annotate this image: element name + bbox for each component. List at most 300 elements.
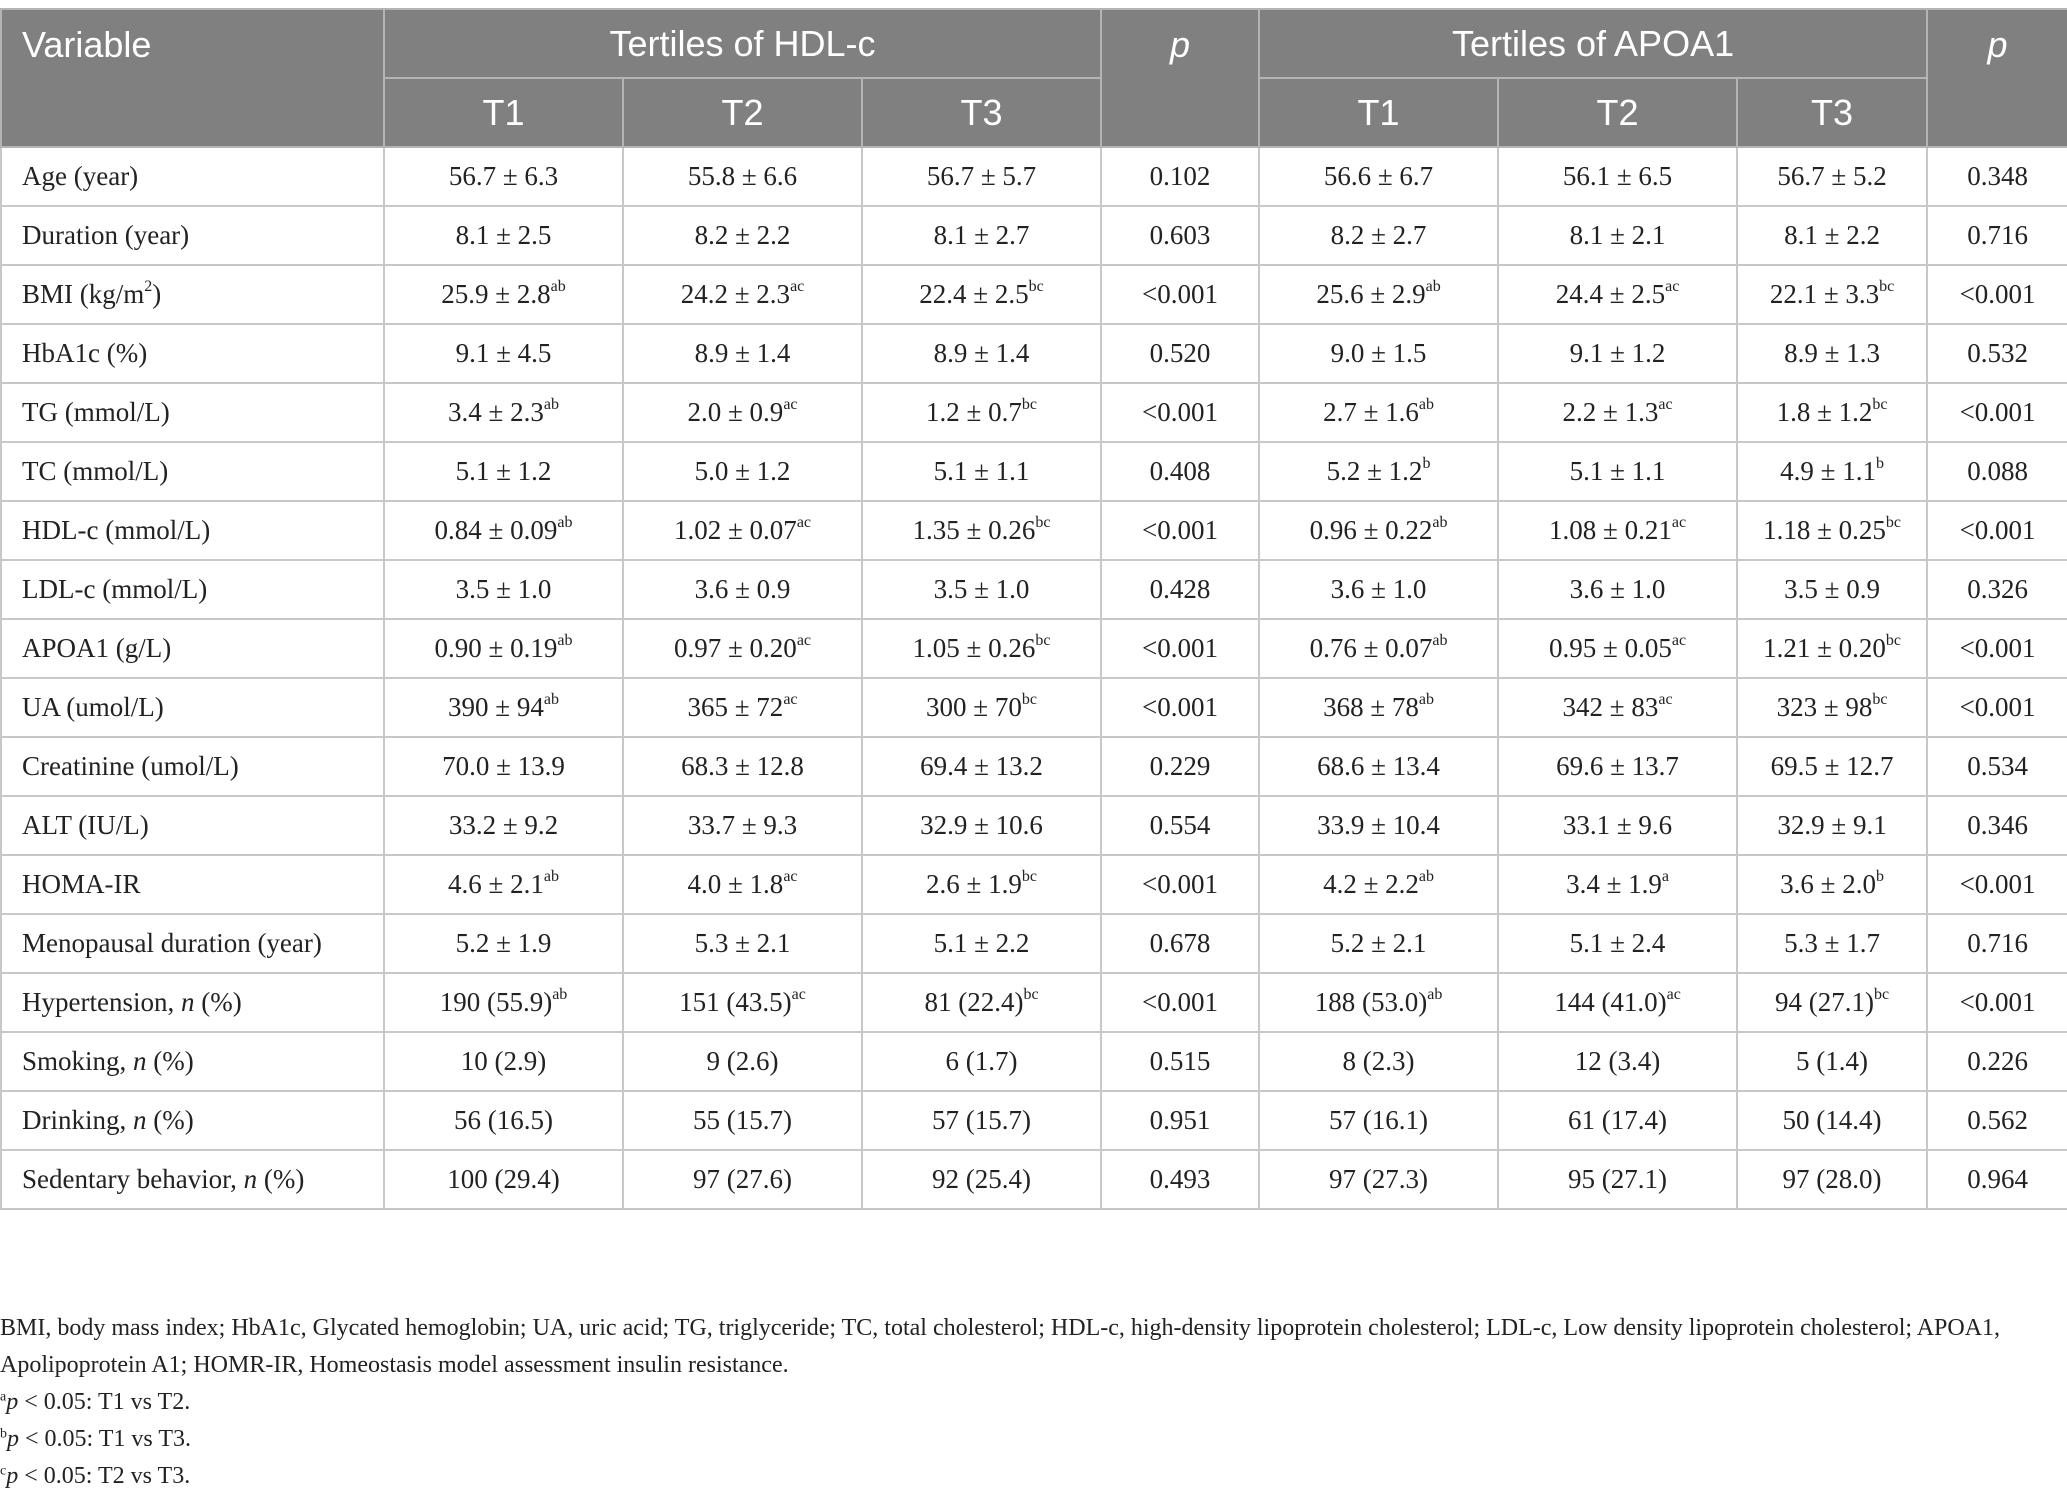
significance-marker: bc: [1872, 396, 1888, 413]
cell-apoa1-t2: [1498, 560, 1737, 619]
header-p-hdl: p: [1101, 9, 1259, 147]
cell-value: 8.9 ± 1.4: [933, 338, 1030, 368]
cell-value: 33.7 ± 9.3: [687, 810, 798, 840]
cell-value: 33.2 ± 9.2: [448, 810, 559, 840]
significance-marker: ab: [1432, 514, 1448, 531]
cell-hdl-t3: [862, 619, 1101, 678]
cell-value: 1.02 ± 0.07: [673, 515, 797, 545]
cell-value: 188 (53.0): [1314, 987, 1428, 1017]
row-label-text: Hypertension,: [22, 987, 181, 1017]
cell-value: 5.1 ± 2.2: [933, 928, 1030, 958]
cell-value: 5.2 ± 1.9: [455, 928, 552, 958]
cell-value: 0.348: [1967, 161, 2028, 191]
cell-hdl-t2: [623, 324, 862, 383]
cell-value: 2.7 ± 1.6: [1323, 397, 1419, 427]
cell-value: 5.1 ± 1.1: [1569, 456, 1666, 486]
cell-value: 22.4 ± 2.5: [919, 279, 1029, 309]
cell-value: <0.001: [1959, 279, 2036, 309]
cell-value: 56 (16.5): [454, 1105, 553, 1135]
cell-hdl-t1: [384, 265, 623, 324]
significance-marker: ac: [1666, 986, 1681, 1003]
cell-hdl-t1: [384, 206, 623, 265]
table-container: [0, 8, 2067, 1210]
cell-value: 4.9 ± 1.1: [1780, 456, 1876, 486]
cell-value: 0.97 ± 0.20: [673, 633, 797, 663]
cell-hdl-p: [1101, 265, 1259, 324]
cell-value: 50 (14.4): [1782, 1105, 1882, 1135]
cell-apoa1-t3: [1737, 796, 1927, 855]
significance-marker: bc: [1885, 514, 1902, 531]
cell-apoa1-t1: [1259, 265, 1498, 324]
row-label-text: TG (mmol/L): [22, 397, 170, 427]
cell-value: 10 (2.9): [460, 1046, 547, 1076]
cell-value: <0.001: [1142, 692, 1219, 722]
table-row: [1, 1150, 2067, 1209]
cell-hdl-t1: [384, 1150, 623, 1209]
cell-value: 56.1 ± 6.5: [1562, 161, 1673, 191]
cell-apoa1-t1: [1259, 855, 1498, 914]
cell-hdl-t2: [623, 265, 862, 324]
cell-value: 95 (27.1): [1568, 1164, 1668, 1194]
cell-apoa1-t2: [1498, 383, 1737, 442]
row-label-suffix: (%): [146, 1046, 194, 1076]
cell-value: 4.0 ± 1.8: [687, 869, 784, 899]
cell-value: 8.1 ± 2.2: [1784, 220, 1880, 250]
cell-value: 61 (17.4): [1568, 1105, 1668, 1135]
row-label-text: HDL-c (mmol/L): [22, 515, 211, 545]
cell-value: 5.3 ± 2.1: [694, 928, 791, 958]
cell-apoa1-p: [1927, 324, 2067, 383]
cell-hdl-t3: [862, 560, 1101, 619]
row-label-text: Menopausal duration (year): [22, 928, 322, 958]
cell-value: 8 (2.3): [1342, 1046, 1415, 1076]
significance-marker: bc: [1873, 986, 1890, 1003]
cell-hdl-p: [1101, 324, 1259, 383]
significance-marker: ab: [1427, 986, 1443, 1003]
cell-value: 5.0 ± 1.2: [694, 456, 791, 486]
row-label-text: HOMA-IR: [22, 869, 141, 899]
cell-value: 323 ± 98: [1776, 692, 1873, 722]
cell-apoa1-t1: [1259, 678, 1498, 737]
cell-apoa1-p: [1927, 678, 2067, 737]
significance-marker: ab: [543, 868, 559, 885]
cell-value: 5.1 ± 1.2: [455, 456, 552, 486]
significance-marker: bc: [1021, 396, 1037, 413]
cell-apoa1-p: [1927, 147, 2067, 206]
cell-value: 1.18 ± 0.25: [1763, 515, 1886, 545]
cell-apoa1-t2: [1498, 678, 1737, 737]
cell-hdl-t2: [623, 383, 862, 442]
footnote-p-symbol: p: [6, 1463, 19, 1489]
row-label: [1, 265, 384, 324]
cell-value: 0.716: [1967, 928, 2028, 958]
row-label: [1, 324, 384, 383]
cell-hdl-t3: [862, 855, 1101, 914]
cell-hdl-t3: [862, 1150, 1101, 1209]
cell-value: <0.001: [1142, 633, 1219, 663]
cell-value: 0.678: [1149, 928, 1211, 958]
significance-marker: ac: [783, 396, 798, 413]
cell-value: 4.2 ± 2.2: [1323, 869, 1419, 899]
cell-hdl-p: [1101, 206, 1259, 265]
cell-hdl-t1: [384, 796, 623, 855]
footnote-significance-list: [0, 1384, 2067, 1495]
table-row: [1, 796, 2067, 855]
cell-apoa1-p: [1927, 737, 2067, 796]
cell-value: 0.408: [1149, 456, 1211, 486]
cell-value: 2.2 ± 1.3: [1562, 397, 1659, 427]
table-row: [1, 1032, 2067, 1091]
cell-apoa1-t3: [1737, 147, 1927, 206]
cell-value: 97 (27.6): [693, 1164, 792, 1194]
cell-apoa1-t3: [1737, 619, 1927, 678]
cell-value: 1.08 ± 0.21: [1549, 515, 1672, 545]
cell-value: 3.5 ± 1.0: [455, 574, 552, 604]
cell-value: 8.2 ± 2.2: [694, 220, 791, 250]
cell-value: 1.8 ± 1.2: [1776, 397, 1873, 427]
cell-value: 3.5 ± 1.0: [933, 574, 1030, 604]
cell-value: 8.1 ± 2.5: [455, 220, 552, 250]
row-label-italic: n: [180, 987, 195, 1017]
significance-marker: ab: [1425, 278, 1441, 295]
cell-hdl-t2: [623, 796, 862, 855]
significance-marker: ab: [1418, 868, 1434, 885]
table-row: [1, 619, 2067, 678]
cell-apoa1-t3: [1737, 560, 1927, 619]
cell-value: 151 (43.5): [679, 987, 792, 1017]
row-label: [1, 678, 384, 737]
row-label-text: Age (year): [22, 161, 139, 191]
cell-value: 0.520: [1149, 338, 1211, 368]
cell-value: 3.6 ± 1.0: [1569, 574, 1666, 604]
cell-hdl-t2: [623, 973, 862, 1032]
cell-apoa1-t1: [1259, 147, 1498, 206]
cell-value: <0.001: [1142, 869, 1219, 899]
cell-hdl-t3: [862, 914, 1101, 973]
significance-marker: bc: [1035, 632, 1051, 649]
table-row: [1, 383, 2067, 442]
cell-value: <0.001: [1959, 397, 2036, 427]
cell-value: <0.001: [1959, 987, 2036, 1017]
cell-apoa1-t2: [1498, 796, 1737, 855]
header-row-groups: [1, 9, 2067, 78]
cell-hdl-t2: [623, 678, 862, 737]
row-label: [1, 1091, 384, 1150]
cell-value: 56.6 ± 6.7: [1323, 161, 1434, 191]
cell-hdl-p: [1101, 678, 1259, 737]
significance-marker: ac: [796, 514, 812, 531]
cell-value: 8.9 ± 1.3: [1784, 338, 1880, 368]
row-label: [1, 855, 384, 914]
row-label: [1, 1150, 384, 1209]
footnote-p-symbol: p: [7, 1426, 19, 1452]
row-label-text: APOA1 (g/L): [22, 633, 172, 663]
table-row: [1, 147, 2067, 206]
cell-value: 25.9 ± 2.8: [441, 279, 551, 309]
cell-hdl-t3: [862, 501, 1101, 560]
cell-value: 100 (29.4): [447, 1164, 560, 1194]
cell-value: 70.0 ± 13.9: [442, 751, 565, 781]
cell-value: 2.6 ± 1.9: [926, 869, 1022, 899]
cell-value: <0.001: [1142, 397, 1219, 427]
cell-value: 3.6 ± 1.0: [1330, 574, 1427, 604]
cell-apoa1-t3: [1737, 973, 1927, 1032]
row-label: [1, 737, 384, 796]
row-label: [1, 973, 384, 1032]
cell-value: 0.90 ± 0.19: [434, 633, 558, 663]
footnote-mark: b: [0, 1426, 7, 1442]
cell-hdl-t2: [623, 1032, 862, 1091]
footnote-significance: [0, 1421, 2067, 1458]
cell-hdl-p: [1101, 560, 1259, 619]
cell-apoa1-t2: [1498, 973, 1737, 1032]
cell-value: 5.2 ± 2.1: [1330, 928, 1427, 958]
cell-hdl-p: [1101, 442, 1259, 501]
cell-value: 1.05 ± 0.26: [912, 633, 1036, 663]
cell-apoa1-t3: [1737, 855, 1927, 914]
row-label-suffix: (%): [257, 1164, 305, 1194]
cell-hdl-p: [1101, 1091, 1259, 1150]
cell-value: 32.9 ± 10.6: [920, 810, 1043, 840]
cell-value: 9 (2.6): [706, 1046, 779, 1076]
significance-marker: ac: [1658, 691, 1673, 708]
cell-hdl-p: [1101, 147, 1259, 206]
cell-value: 25.6 ± 2.9: [1316, 279, 1426, 309]
data-table: [0, 8, 2067, 1210]
cell-hdl-p: [1101, 855, 1259, 914]
header-group-apoa1: Tertiles of APOA1: [1259, 9, 1927, 78]
table-row: [1, 206, 2067, 265]
cell-value: <0.001: [1142, 515, 1219, 545]
footnote-text: < 0.05: T1 vs T3.: [19, 1426, 191, 1452]
cell-value: 24.2 ± 2.3: [680, 279, 791, 309]
cell-apoa1-t3: [1737, 1150, 1927, 1209]
cell-value: 33.1 ± 9.6: [1562, 810, 1673, 840]
cell-apoa1-t1: [1259, 796, 1498, 855]
row-label-italic: n: [243, 1164, 258, 1194]
cell-apoa1-t1: [1259, 1032, 1498, 1091]
cell-value: 0.088: [1967, 456, 2028, 486]
table-row: [1, 442, 2067, 501]
cell-apoa1-p: [1927, 383, 2067, 442]
cell-hdl-p: [1101, 501, 1259, 560]
significance-marker: b: [1875, 455, 1884, 472]
cell-value: 55 (15.7): [693, 1105, 792, 1135]
cell-value: 12 (3.4): [1574, 1046, 1661, 1076]
table-row: [1, 973, 2067, 1032]
significance-marker: bc: [1021, 868, 1037, 885]
cell-value: 3.4 ± 1.9: [1566, 869, 1662, 899]
row-label: [1, 442, 384, 501]
cell-apoa1-t1: [1259, 324, 1498, 383]
row-label: [1, 383, 384, 442]
row-label-text: ALT (IU/L): [22, 810, 149, 840]
significance-marker: ac: [791, 986, 806, 1003]
significance-marker: bc: [1023, 986, 1039, 1003]
cell-value: 0.346: [1967, 810, 2028, 840]
cell-apoa1-t3: [1737, 501, 1927, 560]
header-hdl-t1: T1: [384, 78, 623, 147]
row-label-italic: n: [133, 1046, 147, 1076]
cell-apoa1-t2: [1498, 206, 1737, 265]
cell-hdl-t1: [384, 383, 623, 442]
cell-hdl-p: [1101, 914, 1259, 973]
significance-marker: ab: [557, 514, 573, 531]
cell-apoa1-t3: [1737, 678, 1927, 737]
cell-apoa1-t2: [1498, 737, 1737, 796]
cell-apoa1-p: [1927, 1091, 2067, 1150]
significance-marker: bc: [1872, 691, 1888, 708]
cell-apoa1-t1: [1259, 560, 1498, 619]
cell-apoa1-t3: [1737, 206, 1927, 265]
significance-marker: ab: [543, 691, 559, 708]
cell-hdl-t3: [862, 383, 1101, 442]
cell-hdl-t3: [862, 1091, 1101, 1150]
cell-value: 1.21 ± 0.20: [1763, 633, 1886, 663]
cell-apoa1-t2: [1498, 855, 1737, 914]
cell-apoa1-t3: [1737, 324, 1927, 383]
cell-hdl-t3: [862, 737, 1101, 796]
cell-apoa1-t1: [1259, 619, 1498, 678]
cell-hdl-t2: [623, 560, 862, 619]
cell-value: 1.2 ± 0.7: [926, 397, 1022, 427]
cell-value: 69.6 ± 13.7: [1556, 751, 1679, 781]
row-label: [1, 560, 384, 619]
cell-apoa1-t2: [1498, 265, 1737, 324]
cell-hdl-t1: [384, 914, 623, 973]
cell-hdl-p: [1101, 383, 1259, 442]
cell-hdl-t3: [862, 147, 1101, 206]
cell-apoa1-p: [1927, 796, 2067, 855]
cell-hdl-t2: [623, 501, 862, 560]
cell-apoa1-p: [1927, 560, 2067, 619]
significance-marker: bc: [1885, 632, 1902, 649]
significance-marker: ac: [1665, 278, 1680, 295]
significance-marker: ab: [552, 986, 568, 1003]
cell-value: 0.326: [1967, 574, 2028, 604]
row-label-text: TC (mmol/L): [22, 456, 169, 486]
cell-value: 57 (15.7): [932, 1105, 1031, 1135]
cell-value: 32.9 ± 9.1: [1777, 810, 1887, 840]
cell-hdl-p: [1101, 796, 1259, 855]
cell-apoa1-t3: [1737, 442, 1927, 501]
table-row: [1, 324, 2067, 383]
cell-hdl-p: [1101, 973, 1259, 1032]
cell-apoa1-t2: [1498, 1091, 1737, 1150]
significance-marker: ab: [1432, 632, 1448, 649]
header-group-hdl: Tertiles of HDL-c: [384, 9, 1101, 78]
significance-marker: bc: [1879, 278, 1895, 295]
cell-value: <0.001: [1142, 987, 1219, 1017]
row-label-italic: n: [133, 1105, 147, 1135]
row-label: [1, 1032, 384, 1091]
cell-value: 3.6 ± 0.9: [694, 574, 791, 604]
footnote-mark: a: [0, 1389, 7, 1405]
footnote-abbreviations: BMI, body mass index; HbA1c, Glycated hemoglobin; UA, uric acid; TG, triglyceride; TC, total cholesterol; HDL-c, high-density lipoprotein cholesterol; LDL-c, Low density lipoprotein cholesterol; APOA1, Apolipoprotein A1; HOMR-IR, Homeostasis model assessment insulin resistance.: [0, 1315, 2001, 1378]
cell-value: 8.1 ± 2.7: [933, 220, 1030, 250]
cell-value: 9.1 ± 4.5: [455, 338, 552, 368]
cell-apoa1-t2: [1498, 324, 1737, 383]
cell-apoa1-t1: [1259, 914, 1498, 973]
cell-value: 300 ± 70: [926, 692, 1022, 722]
header-apoa1-t2: T2: [1498, 78, 1737, 147]
significance-marker: bc: [1028, 278, 1044, 295]
cell-value: 5.2 ± 1.2: [1326, 456, 1423, 486]
header-hdl-t2: T2: [623, 78, 862, 147]
cell-apoa1-t1: [1259, 1150, 1498, 1209]
cell-value: 94 (27.1): [1775, 987, 1874, 1017]
cell-value: 0.226: [1967, 1046, 2028, 1076]
cell-value: 6 (1.7): [945, 1046, 1018, 1076]
cell-value: 3.6 ± 2.0: [1780, 869, 1876, 899]
footnote-significance: [0, 1458, 2067, 1495]
cell-value: 0.229: [1149, 751, 1211, 781]
significance-marker: ab: [543, 396, 559, 413]
cell-hdl-t3: [862, 324, 1101, 383]
cell-apoa1-t3: [1737, 1032, 1927, 1091]
cell-hdl-t1: [384, 442, 623, 501]
header-variable: Variable: [1, 9, 384, 147]
significance-marker: ab: [557, 632, 573, 649]
cell-value: 5 (1.4): [1796, 1046, 1869, 1076]
row-label-text: BMI (kg/m: [22, 279, 145, 309]
footnote-mark: c: [0, 1463, 7, 1479]
footnote-p-symbol: p: [6, 1389, 19, 1415]
cell-value: <0.001: [1142, 279, 1219, 309]
row-label-sup: 2: [144, 278, 153, 295]
significance-marker: ab: [550, 278, 566, 295]
cell-hdl-t2: [623, 855, 862, 914]
cell-hdl-t2: [623, 1150, 862, 1209]
header-hdl-t3: T3: [862, 78, 1101, 147]
cell-apoa1-t1: [1259, 206, 1498, 265]
table-row: [1, 914, 2067, 973]
cell-hdl-t1: [384, 1032, 623, 1091]
header-apoa1-t3: T3: [1737, 78, 1927, 147]
cell-value: 190 (55.9): [439, 987, 553, 1017]
cell-value: 2.0 ± 0.9: [687, 397, 784, 427]
cell-value: 0.515: [1149, 1046, 1211, 1076]
cell-hdl-t1: [384, 560, 623, 619]
footnote-significance: [0, 1384, 2067, 1421]
table-footnotes: [0, 1310, 2067, 1495]
cell-hdl-t3: [862, 442, 1101, 501]
cell-hdl-p: [1101, 737, 1259, 796]
row-label: [1, 206, 384, 265]
cell-value: 92 (25.4): [932, 1164, 1031, 1194]
cell-value: 8.1 ± 2.1: [1569, 220, 1666, 250]
row-label-suffix: (%): [146, 1105, 194, 1135]
significance-marker: ac: [1658, 396, 1673, 413]
significance-marker: bc: [1021, 691, 1037, 708]
cell-apoa1-p: [1927, 206, 2067, 265]
cell-value: 1.35 ± 0.26: [912, 515, 1036, 545]
row-label: [1, 501, 384, 560]
significance-marker: b: [1422, 455, 1431, 472]
cell-value: 24.4 ± 2.5: [1555, 279, 1666, 309]
cell-apoa1-t1: [1259, 1091, 1498, 1150]
row-label-text: Creatinine (umol/L): [22, 751, 239, 781]
cell-value: <0.001: [1959, 515, 2036, 545]
cell-hdl-t3: [862, 265, 1101, 324]
cell-value: 0.95 ± 0.05: [1549, 633, 1672, 663]
cell-value: 0.603: [1149, 220, 1211, 250]
cell-value: 68.6 ± 13.4: [1317, 751, 1440, 781]
row-label-text: Drinking,: [22, 1105, 133, 1135]
cell-apoa1-p: [1927, 619, 2067, 678]
cell-value: 0.534: [1967, 751, 2028, 781]
table-row: [1, 855, 2067, 914]
